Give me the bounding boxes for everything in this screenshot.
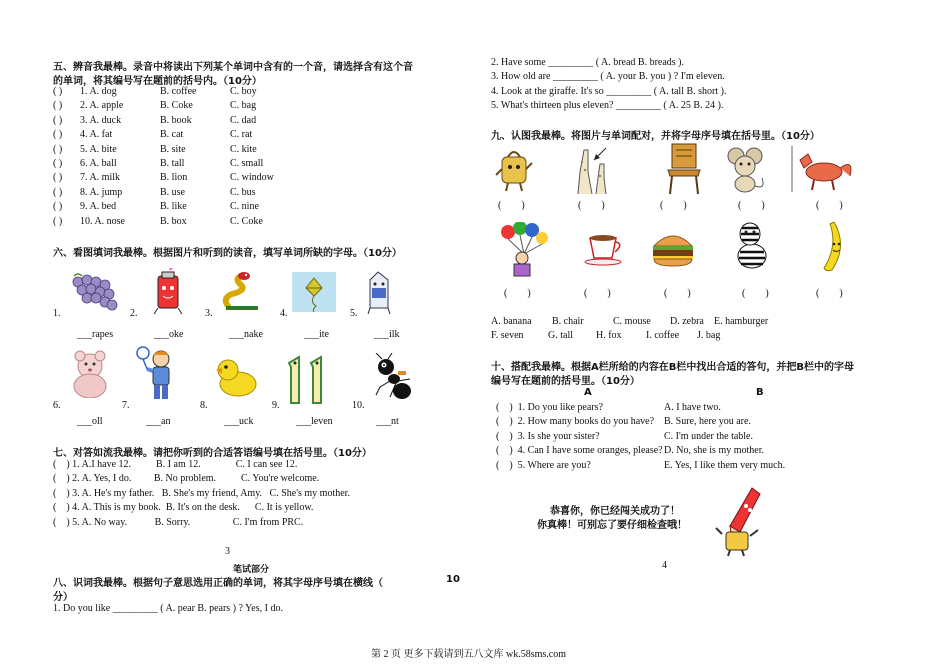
section5-title-line2: 的单词，将其编号写在题前的括号内。（10分） xyxy=(53,76,262,87)
word-option: E. hamburger xyxy=(714,316,769,327)
coffee-cup-icon xyxy=(582,228,626,268)
answer-paren: ( ) xyxy=(816,288,843,299)
option-a: 7. A. milk xyxy=(80,172,121,184)
option-c: C. nine xyxy=(230,201,259,213)
word-option: B. chair xyxy=(552,316,584,327)
match-answer: E. Yes, I like them very much. xyxy=(664,459,786,471)
grapes-icon xyxy=(68,270,120,315)
fox-icon xyxy=(790,146,856,192)
missing-letter-word: ___leven xyxy=(296,416,333,427)
answer-paren: ( ) xyxy=(584,288,611,299)
option-c: C. bus xyxy=(230,186,256,198)
answer-paren: ( ) xyxy=(53,215,63,227)
chair-icon xyxy=(664,142,706,196)
word-option: I. coffee xyxy=(646,330,680,341)
balloon-clown-icon xyxy=(498,222,550,278)
picture-number: 9. xyxy=(272,400,280,411)
missing-letter-word: ___nake xyxy=(229,329,263,340)
answer-paren: ( ) xyxy=(660,200,687,211)
answer-paren: ( ) xyxy=(504,288,531,299)
doll-picture xyxy=(68,350,112,398)
option-c: C. small xyxy=(230,158,264,169)
picture-number: 3. xyxy=(205,308,213,319)
kite-picture xyxy=(292,272,336,312)
teddy-doll-icon xyxy=(68,350,112,398)
missing-letter-word: ___oll xyxy=(77,416,103,427)
match-question: ( ) 5. Where are you? xyxy=(496,459,591,471)
option-a: 10. A. nose xyxy=(80,215,125,227)
column-a-heading: A xyxy=(584,387,592,398)
match-question: ( ) 2. How many books do you have? xyxy=(496,416,655,428)
dialogue-question: ( ) 5. A. No way. B. Sorry. C. I'm from PRC. xyxy=(53,516,304,528)
grapes-picture xyxy=(68,270,120,315)
section9-title: 九、认图我最棒。将图片与单词配对，并将字母序号填在括号里。（10分） xyxy=(491,131,820,142)
snake-picture xyxy=(218,270,266,314)
section8-question-1: 1. Do you like _________ ( A. pear B. pears ) ? Yes, I do. xyxy=(53,603,283,614)
option-b: B. coffee xyxy=(160,86,197,97)
pencil-mascot-icon xyxy=(712,486,768,558)
section8-score: 10 xyxy=(446,574,460,585)
option-c: C. kite xyxy=(230,143,257,155)
missing-letter-word: ___oke xyxy=(154,329,184,340)
picture-number: 1. xyxy=(53,308,61,319)
balloons-picture xyxy=(498,222,550,278)
option-b: B. lion xyxy=(160,172,188,184)
page-number-3: 3 xyxy=(225,546,230,557)
section8-title: 八、识词我最棒。根据句子意思选用正确的单词，将其字母序号填在横线（ xyxy=(53,578,383,589)
zebra-picture xyxy=(728,220,776,274)
fill-in-question: 5. What's thirteen plus eleven? _________ ( A. 25 B. 24 ). xyxy=(491,100,724,112)
option-b: B. like xyxy=(160,201,187,213)
option-b: B. tall xyxy=(160,158,185,169)
answer-paren: ( ) xyxy=(53,86,63,97)
missing-letter-word: ___ite xyxy=(304,329,329,340)
man-picture xyxy=(135,343,181,403)
word-option: D. zebra xyxy=(670,316,704,327)
pencil-mascot-picture xyxy=(712,486,768,558)
answer-paren: ( ) xyxy=(498,200,525,211)
option-a: 5. A. bite xyxy=(80,143,117,155)
word-option: J. bag xyxy=(697,330,721,341)
dialogue-question: ( ) 1. A.I have 12. B. I am 12. C. I can see 12. xyxy=(53,459,298,470)
option-a: 4. A. fat xyxy=(80,129,113,141)
missing-letter-word: ___ilk xyxy=(374,329,400,340)
mouse-picture xyxy=(722,146,770,194)
option-c: C. window xyxy=(230,172,274,184)
banana-picture xyxy=(814,218,854,274)
option-c: C. Coke xyxy=(230,215,263,227)
congrats-line1: 恭喜你，你已经闯关成功了！ xyxy=(550,506,680,517)
match-answer: D. No, she is my mother. xyxy=(664,445,764,457)
hamburger-icon xyxy=(650,228,696,268)
picture-number: 6. xyxy=(53,400,61,411)
word-option: F. seven xyxy=(491,330,524,341)
option-b: B. Coke xyxy=(160,100,193,112)
milk-carton-icon xyxy=(362,268,396,314)
option-a: 8. A. jump xyxy=(80,186,123,198)
fox-picture xyxy=(790,146,856,192)
congrats-line2: 你真棒！可别忘了要仔细检查哦！ xyxy=(537,520,687,531)
answer-paren: ( ) xyxy=(53,114,63,126)
word-option: G. tall xyxy=(548,330,573,341)
word-option: C. mouse xyxy=(613,316,651,327)
picture-number: 4. xyxy=(280,308,288,319)
footer-text: 第 2 页 更多下载请到五八文库 wk.58sms.com xyxy=(371,649,566,660)
mouse-icon xyxy=(722,146,770,194)
eleven-picture xyxy=(283,353,335,407)
dialogue-question: ( ) 3. A. He's my father. B. She's my friend, Amy. C. She's my mother. xyxy=(53,487,350,499)
option-c: C. rat xyxy=(230,129,253,141)
dialogue-question: ( ) 2. A. Yes, I do. B. No problem. C. You're welcome. xyxy=(53,473,320,485)
section5-title-line1: 五、辨音我最棒。录音中将读出下列某个单词中含有的一个音，请选择含有这个音 xyxy=(53,62,413,73)
duck-picture xyxy=(212,356,258,398)
snake-icon xyxy=(218,270,266,314)
ant-picture xyxy=(372,353,414,403)
option-b: B. site xyxy=(160,143,186,155)
picture-number: 2. xyxy=(130,308,138,319)
match-question: ( ) 3. Is she your sister? xyxy=(496,430,600,442)
option-c: C. boy xyxy=(230,86,257,97)
fill-in-question: 4. Look at the giraffe. It's so _________ ( A. tall B. short ). xyxy=(491,85,727,97)
option-a: 6. A. ball xyxy=(80,158,117,169)
answer-paren: ( ) xyxy=(53,186,63,198)
zebra-icon xyxy=(728,220,776,274)
match-question: ( ) 1. Do you like pears? xyxy=(496,402,603,413)
duck-icon xyxy=(212,356,258,398)
word-option: A. banana xyxy=(491,316,532,327)
answer-paren: ( ) xyxy=(664,288,691,299)
dialogue-question: ( ) 4. A. This is my book. B. It's on the desk. C. It is yellow. xyxy=(53,502,314,514)
banana-icon xyxy=(814,218,854,274)
milk-carton-picture xyxy=(362,268,396,314)
ant-icon xyxy=(372,353,414,403)
man-icon xyxy=(135,343,181,403)
option-c: C. dad xyxy=(230,114,257,126)
match-answer: C. I'm under the table. xyxy=(664,430,753,442)
section8-score-unit: 分） xyxy=(53,592,73,603)
answer-paren: ( ) xyxy=(53,158,63,169)
bag-picture xyxy=(494,145,536,193)
section10-title-line1: 十、搭配我最棒。根据A栏所给的内容在B栏中找出合适的答句，并把B栏中的字母 xyxy=(491,362,854,373)
chair-picture xyxy=(664,142,706,196)
number-eleven-icon xyxy=(283,353,335,407)
answer-paren: ( ) xyxy=(53,129,63,141)
option-b: B. use xyxy=(160,186,185,198)
answer-paren: ( ) xyxy=(53,100,63,112)
option-a: 1. A. dog xyxy=(80,86,117,97)
match-answer: A. I have two. xyxy=(664,402,721,413)
missing-letter-word: ___an xyxy=(146,416,171,427)
coffee-picture xyxy=(582,228,626,268)
missing-letter-word: ___uck xyxy=(224,416,254,427)
section6-title: 六、看图填词我最棒。根据图片和听到的读音，填写单词所缺的字母。（10分） xyxy=(53,248,402,259)
page-number-4: 4 xyxy=(662,560,667,571)
picture-number: 8. xyxy=(200,400,208,411)
option-b: B. cat xyxy=(160,129,184,141)
word-option: H. fox xyxy=(596,330,622,341)
match-question: ( ) 4. Can I have some oranges, please? xyxy=(496,445,663,457)
match-answer: B. Sure, here you are. xyxy=(664,416,751,428)
written-part-label: 笔试部分 xyxy=(233,565,270,575)
giraffe-icon xyxy=(570,142,616,196)
option-b: B. box xyxy=(160,215,187,227)
giraffe-picture xyxy=(570,142,616,196)
kite-icon xyxy=(292,272,336,312)
picture-number: 7. xyxy=(122,400,130,411)
answer-paren: ( ) xyxy=(53,172,63,184)
coke-can-icon xyxy=(150,268,186,316)
section10-title-line2: 编号写在题前的括号里。（10分） xyxy=(491,376,640,387)
hamburger-picture xyxy=(650,228,696,268)
option-a: 9. A. bed xyxy=(80,201,117,213)
missing-letter-word: ___rapes xyxy=(77,329,114,340)
option-a: 3. A. duck xyxy=(80,114,122,126)
coke-can-picture xyxy=(150,268,186,316)
missing-letter-word: ___nt xyxy=(376,416,399,427)
schoolbag-icon xyxy=(494,145,536,193)
option-a: 2. A. apple xyxy=(80,100,124,112)
fill-in-question: 3. How old are _________ ( A. your B. you ) ? I'm eleven. xyxy=(491,71,725,83)
column-b-heading: B xyxy=(756,387,764,398)
answer-paren: ( ) xyxy=(816,200,843,211)
option-b: B. book xyxy=(160,114,192,126)
answer-paren: ( ) xyxy=(53,143,63,155)
option-c: C. bag xyxy=(230,100,257,112)
section7-title: 七、对答如流我最棒。请把你听到的合适答语编号填在括号里。（10分） xyxy=(53,448,372,459)
picture-number: 5. xyxy=(350,308,358,319)
answer-paren: ( ) xyxy=(738,200,765,211)
fill-in-question: 2. Have some _________ ( A. bread B. breads ). xyxy=(491,57,685,68)
picture-number: 10. xyxy=(352,400,365,411)
answer-paren: ( ) xyxy=(578,200,605,211)
answer-paren: ( ) xyxy=(53,201,63,213)
answer-paren: ( ) xyxy=(742,288,769,299)
